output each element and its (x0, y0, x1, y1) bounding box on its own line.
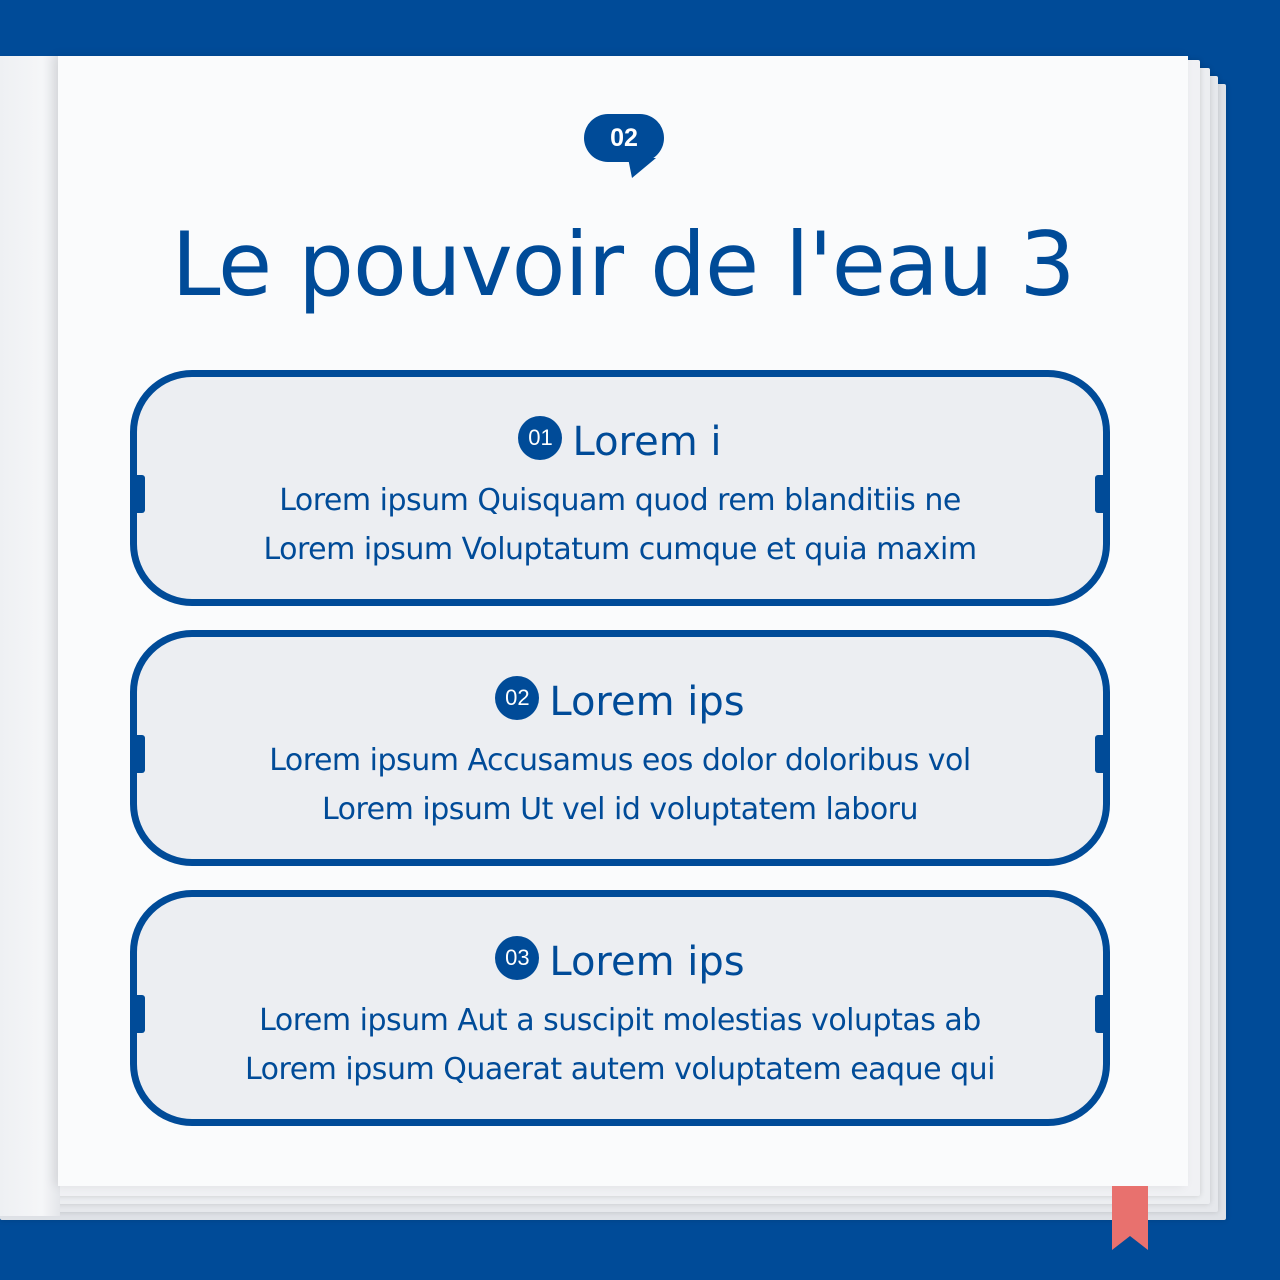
card-header (137, 411, 1103, 471)
card-title: Lorem i (572, 418, 722, 465)
left-page-edge (0, 56, 60, 1216)
bookmark-ribbon-icon (1112, 1186, 1148, 1250)
page-title: Le pouvoir de l'eau 3 (171, 213, 1075, 316)
card-text-line: Lorem ipsum Accusamus eos dolor doloribus vol (269, 743, 971, 778)
card-text-line: Lorem ipsum Quisquam quod rem blanditiis ne (279, 483, 961, 518)
card-text-line: Lorem ipsum Aut a suscipit molestias voluptas ab (259, 1003, 981, 1038)
card-header (137, 671, 1103, 731)
card-number-badge: 03 (495, 936, 539, 980)
card-text-line: Lorem ipsum Ut vel id voluptatem laboru (321, 792, 919, 827)
card-text-line: Lorem ipsum Quaerat autem voluptatem eaque qui (245, 1052, 995, 1087)
info-card-3 (130, 890, 1110, 1126)
card-header (137, 931, 1103, 991)
card-text-line: Lorem ipsum Voluptatum cumque et quia maxim (263, 532, 977, 567)
card-number-badge: 01 (518, 416, 562, 460)
card-title: Lorem ips (549, 678, 745, 725)
card-number-badge: 02 (495, 676, 539, 720)
section-number-badge: 02 (610, 124, 638, 152)
card-title: Lorem ips (549, 938, 745, 985)
info-card-2 (130, 630, 1110, 866)
info-card-1 (130, 370, 1110, 606)
